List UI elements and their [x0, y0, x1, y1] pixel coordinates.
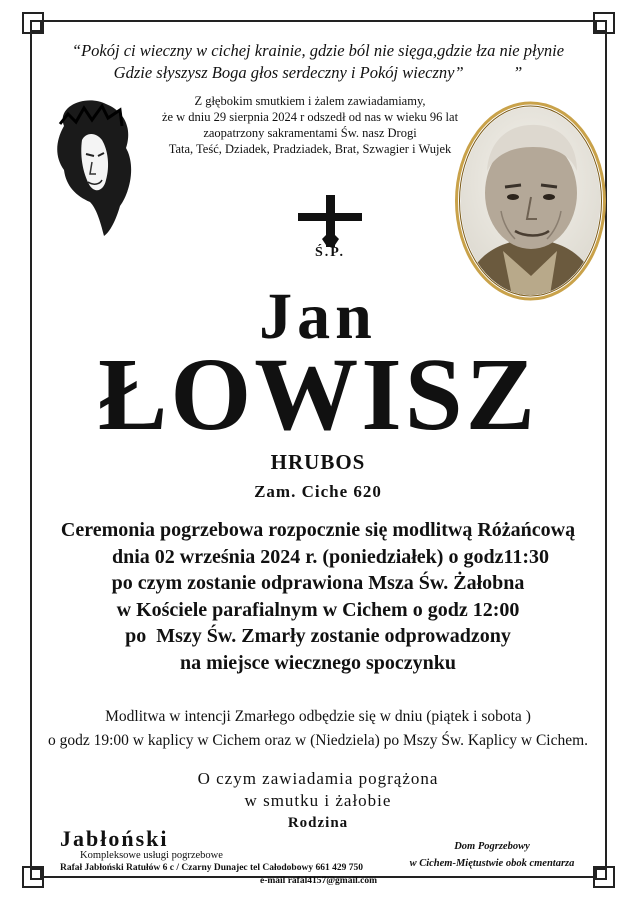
- deceased-photo: [453, 101, 608, 301]
- ceremony-line: po czym zostanie odprawiona Msza Św. Żałobna: [111, 572, 525, 594]
- prayer-line: Modlitwa w intencji Zmarłego odbędzie się w dniu (piątek i sobota ): [105, 708, 531, 725]
- first-name: Jan: [259, 280, 377, 353]
- ceremony-line: Ceremonia pogrzebowa rozpocznie się modlitwą Różańcową: [60, 519, 576, 541]
- quote-line: Gdzie słyszysz Boga głos serdeczny i Pokój wieczny” ”: [113, 63, 523, 82]
- funeral-home-line: Dom Pogrzebowy: [454, 841, 530, 852]
- family-name: Rodzina: [287, 815, 349, 831]
- family-signature: [0, 768, 636, 834]
- announcement-line: Z głębokim smutkiem i żalem zawiadamiamy,: [194, 94, 426, 108]
- company-subtitle: Kompleksowe usługi pogrzebowe: [80, 850, 223, 861]
- prayer-line: o godz 19:00 w kaplicy w Cichem oraz w (Niedziela) po Mszy Św. Kaplicy w Cichem.: [47, 732, 589, 749]
- corner-ornament-icon: [22, 866, 44, 888]
- funeral-home-line: w Cichem-Miętustwie obok cmentarza: [409, 858, 575, 869]
- announcement-block: [150, 93, 470, 157]
- corner-ornament-icon: [593, 866, 615, 888]
- corner-ornament-icon: [22, 12, 44, 34]
- company-email: e-mail rafal4157@gmail.com: [260, 876, 378, 886]
- nickname: HRUBOS: [270, 450, 366, 474]
- funeral-company: [60, 828, 380, 888]
- corner-ornament-icon: [593, 12, 615, 34]
- jesus-portrait-icon: [46, 96, 138, 238]
- ceremony-line: dnia 02 września 2024 r. (poniedziałek) o godz11:30: [86, 545, 550, 568]
- announcement-line: Tata, Teść, Dziadek, Pradziadek, Brat, Szwagier i Wujek: [168, 142, 452, 156]
- quote-line: “Pokój ci wieczny w cichej krainie, gdzie ból nie sięga,gdzie łza nie płynie: [71, 41, 565, 60]
- announcement-line: że w dniu 29 sierpnia 2024 r odszedł od nas w wieku 96 lat: [161, 110, 459, 124]
- ceremony-line: na miejsce wiecznego spoczynku: [179, 651, 457, 674]
- company-logo: Jabłoński: [60, 826, 169, 851]
- ceremony-details: [40, 517, 596, 676]
- family-line: O czym zawiadamia pogrążona: [197, 769, 439, 788]
- sp-initials: Ś.P.: [314, 245, 346, 260]
- last-name: ŁOWISZ: [98, 337, 538, 452]
- announcement-line: zaopatrzony sakramentami Św. nasz Drogi: [203, 126, 417, 140]
- prayer-details: [20, 705, 616, 753]
- residence-address: Zam. Ciche 620: [254, 482, 382, 501]
- poem-quote: [40, 40, 596, 84]
- ceremony-line: po Mszy Św. Zmarły zostanie odprowadzony: [125, 625, 511, 647]
- ceremony-line: w Kościele parafialnym w Cichem o godz 12:00: [116, 598, 520, 621]
- family-line: w smutku i żałobie: [244, 791, 392, 810]
- funeral-home: [392, 838, 592, 872]
- company-address: Rafał Jabłoński Ratułów 6 c / Czarny Dunajec tel Całodobowy 661 429 750: [60, 863, 363, 873]
